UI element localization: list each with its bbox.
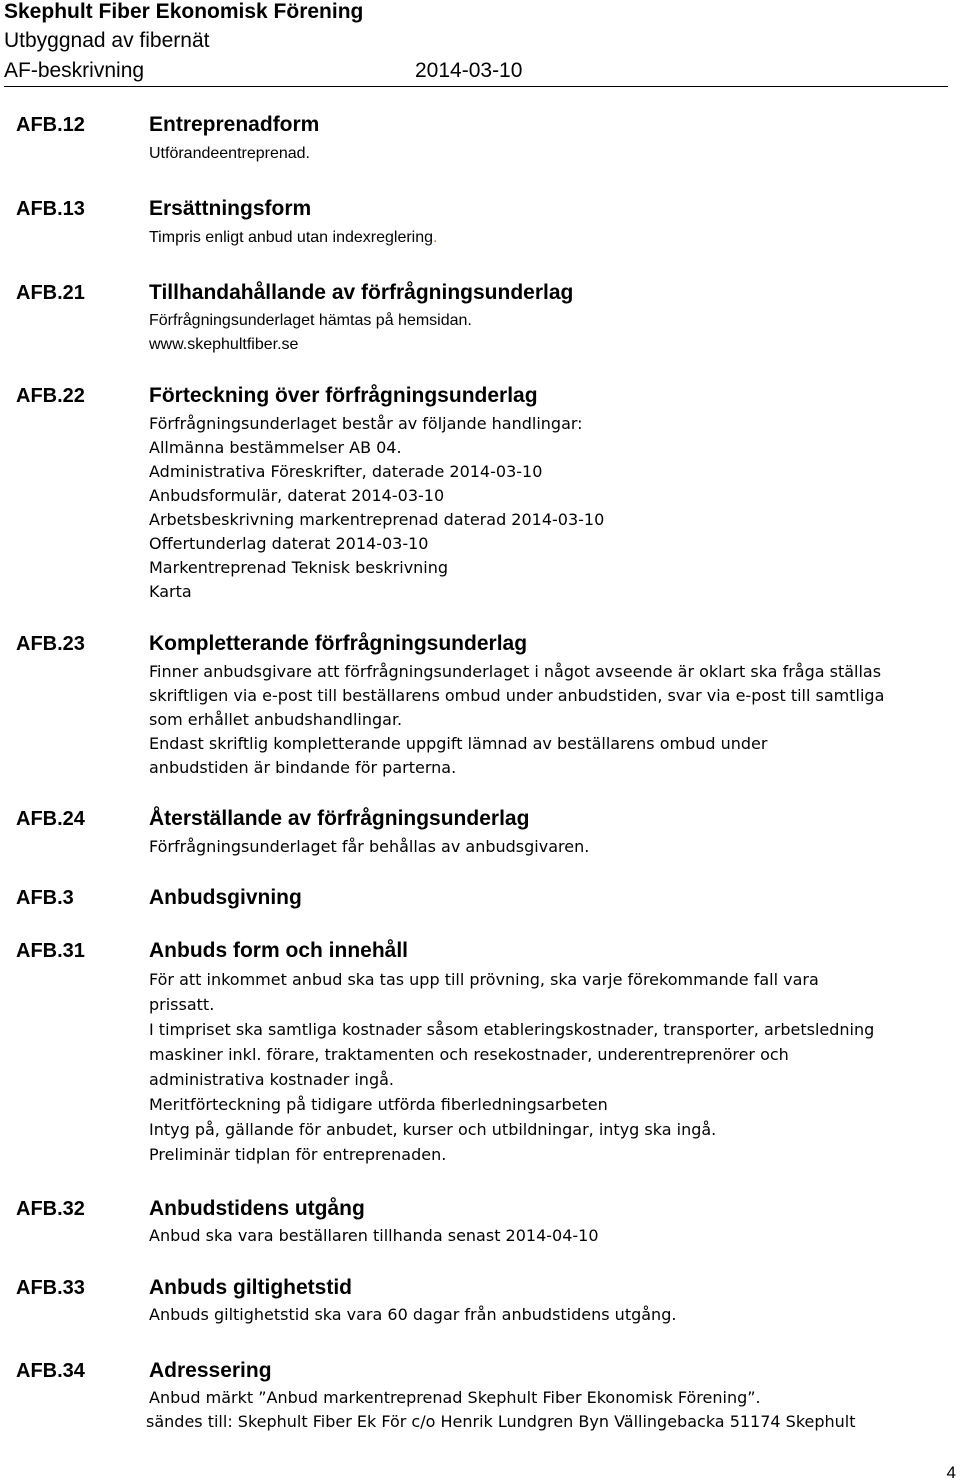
section-body — [149, 142, 310, 166]
body-line: Anbud märkt ”Anbud markentreprenad Skephult Fiber Ekonomisk Förening”. — [149, 1388, 761, 1407]
body-line: I timpriset ska samtliga kostnader såsom etableringskostnader, transporter, arbetsledning — [149, 1020, 875, 1039]
section-body — [146, 1386, 856, 1434]
body-line: Anbuds giltighetstid ska vara 60 dagar från anbudstidens utgång. — [149, 1305, 677, 1324]
section-code: AFB.21 — [16, 282, 85, 304]
body-line: Anbud ska vara beställaren tillhanda senast 2014-04-10 — [149, 1226, 599, 1245]
section-code: AFB.23 — [16, 633, 85, 655]
section-title: Förteckning över förfrågningsunderlag — [149, 384, 538, 407]
body-line: Anbudsformulär, daterat 2014-03-10 — [149, 486, 445, 505]
body-line: Karta — [149, 582, 192, 601]
body-line: Intyg på, gällande för anbudet, kurser och utbildningar, intyg ska ingå. — [149, 1120, 717, 1139]
section-body — [149, 226, 437, 250]
section-code: AFB.32 — [16, 1198, 85, 1220]
body-line: Förfrågningsunderlaget hämtas på hemsidan. — [149, 312, 472, 329]
section-code: AFB.33 — [16, 1277, 85, 1299]
body-line: Endast skriftlig kompletterande uppgift lämnad av beställarens ombud under — [149, 734, 768, 753]
section-title: Anbudstidens utgång — [149, 1197, 365, 1220]
body-text: Timpris enligt anbud utan indexreglering — [149, 229, 434, 246]
section-body — [149, 967, 874, 1167]
body-line: Förfrågningsunderlaget får behållas av anbudsgivaren. — [149, 837, 590, 856]
section-body — [149, 660, 884, 780]
section-body — [149, 412, 604, 604]
document-date: 2014-03-10 — [415, 59, 523, 82]
section-title: Anbuds giltighetstid — [149, 1276, 352, 1299]
document-type: AF-beskrivning — [4, 59, 145, 82]
body-line: Finner anbudsgivare att förfrågningsunderlaget i något avseende är oklart ska fråga ställas — [149, 662, 882, 681]
section-code: AFB.31 — [16, 940, 85, 962]
section-code: AFB.13 — [16, 198, 85, 220]
section-code: AFB.3 — [16, 887, 74, 909]
body-line: anbudstiden är bindande för parterna. — [149, 758, 457, 777]
header-divider — [4, 86, 948, 87]
body-line: Preliminär tidplan för entreprenaden. — [149, 1145, 447, 1164]
body-line: Administrativa Föreskrifter, daterade 2014-03-10 — [149, 462, 543, 481]
body-line: administrativa kostnader ingå. — [149, 1070, 394, 1089]
body-line: För att inkommet anbud ska tas upp till prövning, ska varje förekommande fall vara — [149, 970, 819, 989]
section-title: Kompletterande förfrågningsunderlag — [149, 632, 528, 655]
body-line: skriftligen via e-post till beställarens ombud under anbudstiden, svar via e-post till samtliga — [149, 686, 885, 705]
section-code: AFB.22 — [16, 385, 85, 407]
body-line: Meritförteckning på tidigare utförda fiberledningsarbeten — [149, 1095, 608, 1114]
body-line: Offertunderlag daterat 2014-03-10 — [149, 534, 429, 553]
section-body — [149, 835, 589, 859]
project-title: Utbyggnad av fibernät — [4, 29, 210, 52]
section-title: Anbuds form och innehåll — [149, 939, 409, 962]
body-line: Förfrågningsunderlaget består av följande handlingar: — [149, 414, 583, 433]
section-code: AFB.34 — [16, 1360, 85, 1382]
section-code: AFB.24 — [16, 808, 85, 830]
body-line: Allmänna bestämmelser AB 04. — [149, 438, 402, 457]
section-title: Tillhandahållande av förfrågningsunderlag — [149, 281, 574, 304]
website-link[interactable]: www.skephultfiber.se — [149, 336, 299, 353]
section-title: Adressering — [149, 1359, 272, 1382]
trailing-period: . — [433, 229, 438, 246]
body-line: Arbetsbeskrivning markentreprenad daterad 2014-03-10 — [149, 510, 605, 529]
body-line — [149, 226, 437, 250]
section-title: Ersättningsform — [149, 197, 312, 220]
section-body — [149, 1303, 676, 1327]
page-number: 4 — [946, 1463, 956, 1482]
section-code: AFB.12 — [16, 114, 85, 136]
section-body — [149, 309, 472, 357]
body-line: prissatt. — [149, 995, 215, 1014]
body-line: sändes till: Skephult Fiber Ek För c/o Henrik Lundgren Byn Vällingebacka 51174 Skephult — [146, 1412, 856, 1431]
section-title: Återställande av förfrågningsunderlag — [149, 807, 530, 830]
body-line: Markentreprenad Teknisk beskrivning — [149, 558, 449, 577]
body-line: maskiner inkl. förare, traktamenten och resekostnader, underentreprenörer och — [149, 1045, 789, 1064]
section-title: Entreprenadform — [149, 113, 320, 136]
section-body — [149, 1224, 599, 1248]
body-line: Utförandeentreprenad. — [149, 145, 310, 162]
section-title: Anbudsgivning — [149, 886, 302, 909]
organization-name: Skephult Fiber Ekonomisk Förening — [4, 0, 364, 23]
body-line: som erhållet anbudshandlingar. — [149, 710, 403, 729]
